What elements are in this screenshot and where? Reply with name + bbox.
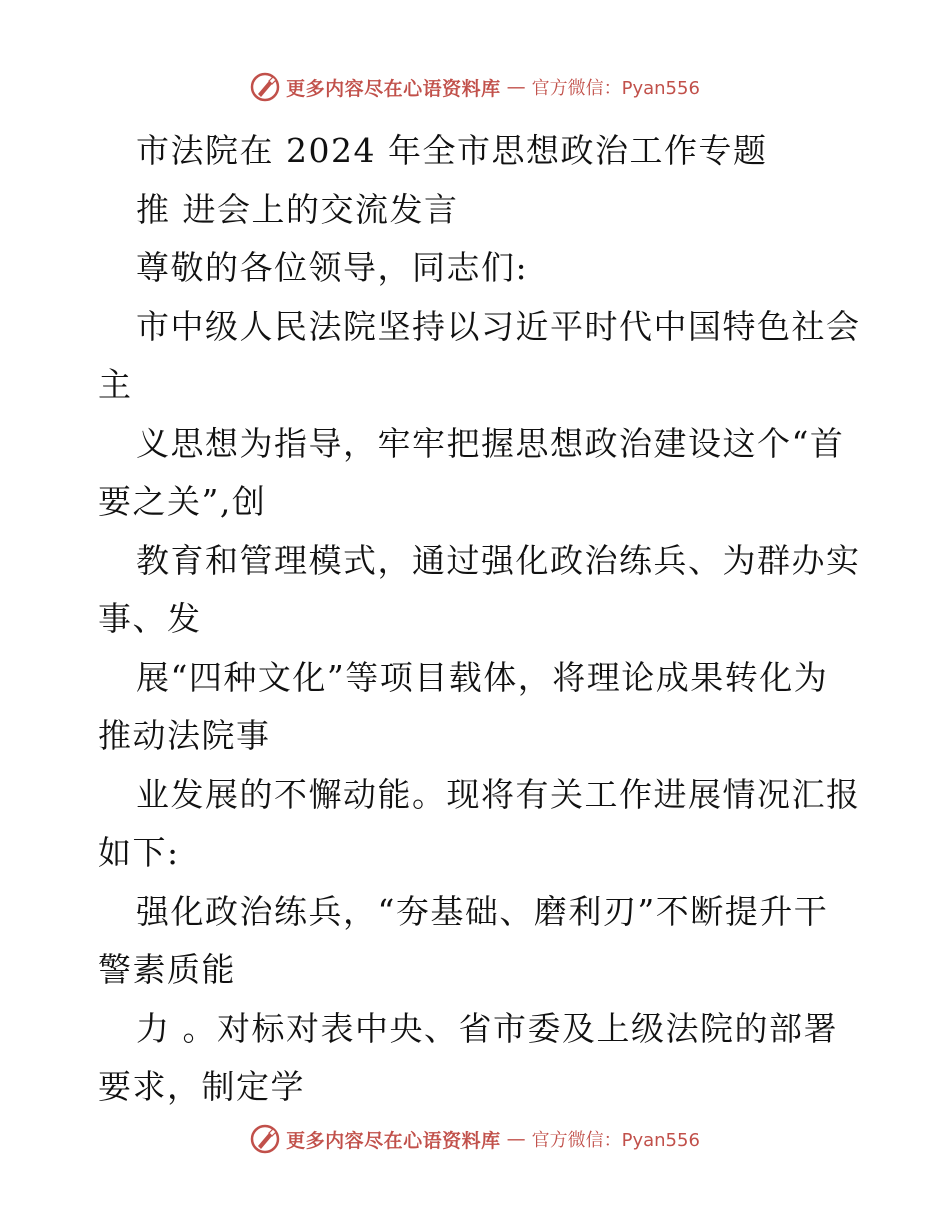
paragraph-line: 展“四种文化”等项目载体，将理论成果转化为 bbox=[136, 657, 829, 697]
paragraph-line: 主 bbox=[98, 365, 133, 404]
paragraph-line: 要之关”,创 bbox=[98, 482, 267, 521]
paragraph-line: 如下: bbox=[98, 833, 180, 872]
paragraph-line: 业发展的不懈动能。现将有关工作进展情况汇报 bbox=[136, 774, 861, 814]
watermark-main-text: 更多内容尽在心语资料库 bbox=[286, 77, 501, 100]
watermark-sub-text: 官方微信：Pyan556 bbox=[531, 78, 700, 99]
pen-logo-icon bbox=[250, 72, 280, 102]
document-body bbox=[98, 122, 861, 1117]
watermark-sub-text: 官方微信：Pyan556 bbox=[531, 1130, 700, 1151]
paragraph-line: 事、发 bbox=[98, 599, 202, 638]
paragraph-line: 警素质能 bbox=[98, 950, 236, 989]
paragraph-line: 强化政治练兵，“夯基础、磨利刃”不断提升干 bbox=[136, 891, 829, 931]
salutation: 尊敬的各位领导，同志们: bbox=[136, 248, 529, 287]
paragraph-line: 教育和管理模式，通过强化政治练兵、为群办实 bbox=[136, 540, 861, 580]
header-watermark bbox=[0, 72, 950, 102]
paragraph-line: 力 。对标对表中央、省市委及上级法院的部署 bbox=[136, 1008, 838, 1048]
paragraph-line: 市中级人民法院坚持以习近平时代中国特色社会 bbox=[136, 306, 861, 346]
paragraph-line: 要求，制定学 bbox=[98, 1067, 305, 1106]
pen-logo-icon bbox=[250, 1124, 280, 1154]
watermark-dash: — bbox=[506, 1128, 526, 1150]
watermark-main-text: 更多内容尽在心语资料库 bbox=[286, 1129, 501, 1152]
footer-watermark bbox=[0, 1124, 950, 1154]
document-title-line-1: 市法院在 2024 年全市思想政治工作专题 bbox=[136, 131, 768, 170]
document-title-line-2: 推 进会上的交流发言 bbox=[136, 189, 459, 229]
watermark-dash: — bbox=[506, 76, 526, 98]
paragraph-line: 义思想为指导，牢牢把握思想政治建设这个“首 bbox=[136, 423, 845, 463]
paragraph-line: 推动法院事 bbox=[98, 716, 271, 755]
